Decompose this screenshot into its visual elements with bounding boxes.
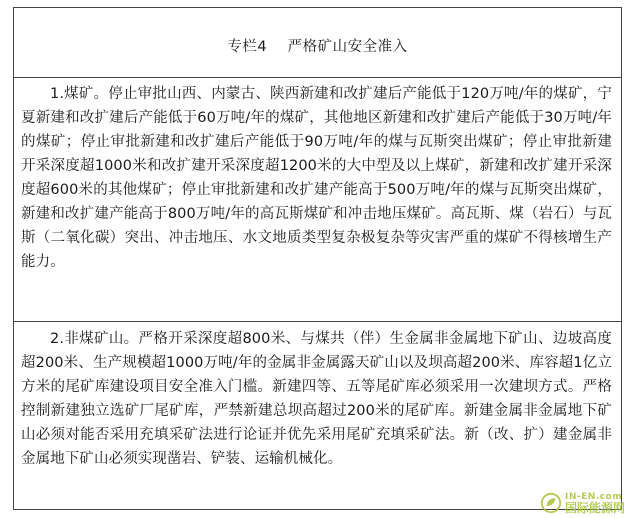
watermark-brand: 国际能源网 [564, 500, 625, 515]
leaf-logo-icon [540, 492, 562, 514]
column-header [14, 8, 621, 78]
watermark [540, 492, 625, 514]
section-non-coal-mines: 2.非煤矿山。严格开采深度超800米、与煤共（伴）生金属非金属地下矿山、边坡高度超200米、生产规模超1000万吨/年的金属非金属露天矿山以及坝高超200米、库容超1亿立方米的尾矿库建设项目安全准入门槛。新建四等、五等尾矿库必须采用一次建坝方式。严格控制新建独立选矿厂尾矿库，严禁新建总坝高超过200米的尾矿库。新建金属非金属地下矿山必须对能否采用充填采矿法进行论证并优先采用尾矿充填采矿法。新（改、扩）建金属非金属地下矿山必须实现凿岩、铲装、运输机械化。 [21, 331, 612, 467]
watermark-site: IN-EN.com [564, 491, 623, 502]
watermark-text [565, 493, 625, 514]
section-coal-mines: 1.煤矿。停止审批山西、内蒙古、陕西新建和改扩建后产能低于120万吨/年的煤矿，宁夏新建和改扩建后产能低于60万吨/年的煤矿，其他地区新建和改扩建后产能低于30万吨/年的煤矿；停止审批新建和改扩建后产能低于90万吨/年的煤与瓦斯突出煤矿；停止审批新建开采深度超1000米和改扩建开采深度超1200米的大中型及以上煤矿，新建和改扩建开采深度超600米的其他煤矿；停止审批新建和改扩建产能高于500万吨/年的煤与瓦斯突出煤矿，新建和改扩建产能高于800万吨/年的高瓦斯煤矿和冲击地压煤矿。高瓦斯、煤（岩石）与瓦斯（二氧化碳）突出、冲击地压、水文地质类型复杂极复杂等灾害严重的煤矿不得核增生产能力。 [14, 78, 621, 322]
column-box [13, 7, 622, 510]
column-title: 专栏4 严格矿山安全准入 [227, 39, 408, 55]
